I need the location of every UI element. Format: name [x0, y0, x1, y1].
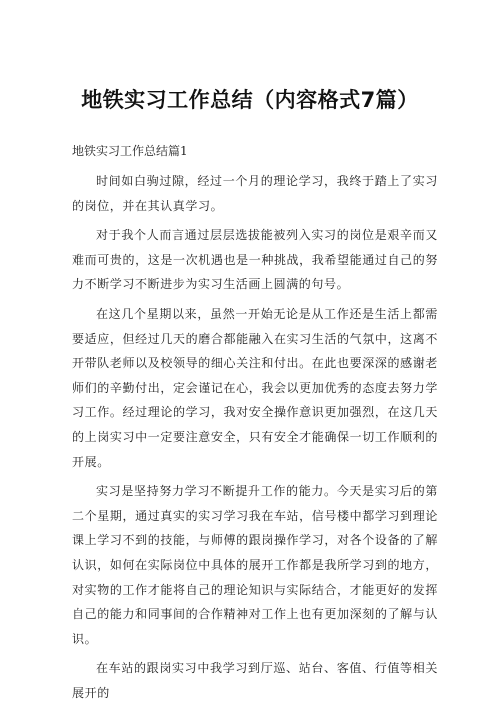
- paragraph-5: 在车站的跟岗实习中我学习到厅巡、站台、客值、行值等相关展开的: [72, 661, 438, 700]
- document-body: [72, 169, 438, 710]
- section-heading: 地铁实习工作总结篇1: [72, 144, 188, 158]
- document-title: 地铁实习工作总结（内容格式7篇）: [81, 88, 419, 112]
- paragraph-1: 时间如白驹过隙，经过一个月的理论学习，我终于踏上了实习的岗位，并在其认真学习。: [72, 174, 438, 213]
- paragraph-2: 对于我个人而言通过层层选拔能被列入实习的岗位是艰辛而又难而可贵的，这是一次机遇也是一种挑战，我希望能通过自己的努力不断学习不断进步为实习生活画上圆满的句号。: [72, 228, 438, 292]
- paragraph-4: 实习是坚持努力学习不断提升工作的能力。今天是实习后的第二个星期，通过真实的实习学习我在车站，信号楼中都学习到理论课上学习不到的技能，与师傅的跟岗操作学习，对各个设备的了解认识，如何在实际岗位中具体的展开工作都是我所学习到的地方，对实物的工作才能将自己的理论知识与实际结合，才能更好的发挥自己的能力和同事间的合作精神对工作上也有更加深刻的了解与认识。: [72, 484, 438, 646]
- paragraph-3: 在这几个星期以来，虽然一开始无论是从工作还是生活上都需要适应，但经过几天的磨合都能融入在实习生活的气氛中，这离不开带队老师以及校领导的细心关注和付出。在此也要深深的感谢老师们的辛勤付出，定会谨记在心，我会以更加优秀的态度去努力学习工作。经过理论的学习，我对安全操作意识更加强烈，在这几天的上岗实习中一定要注意安全，只有安全才能确保一切工作顺利的开展。: [72, 306, 438, 469]
